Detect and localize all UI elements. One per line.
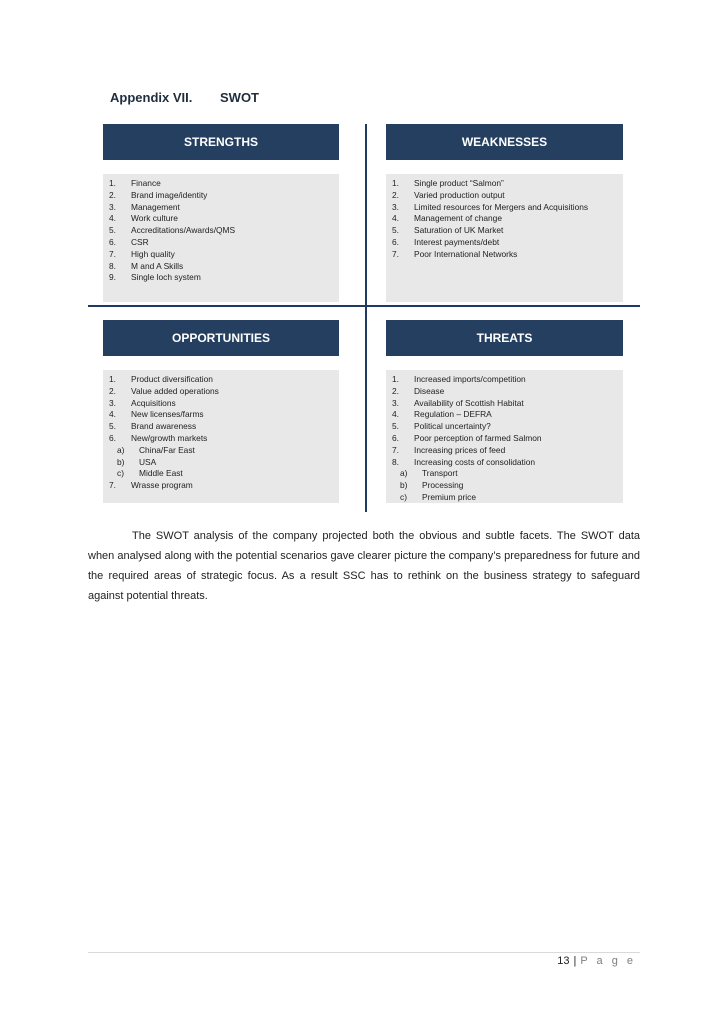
appendix-label: Appendix VII. — [110, 90, 193, 105]
list-item-number: 2. — [392, 385, 399, 396]
list-item-text: Regulation – DEFRA — [414, 409, 492, 420]
footer-divider — [88, 952, 640, 953]
list-item-number: 2. — [109, 385, 116, 396]
threats-list-item — [392, 386, 617, 398]
threats-header: THREATS — [386, 320, 623, 356]
list-item-text: M and A Skills — [131, 260, 184, 271]
threats-list-item — [392, 445, 617, 457]
swot-horizontal-divider — [88, 305, 640, 307]
weaknesses-list-item — [392, 178, 617, 190]
list-item-text: Saturation of UK Market — [414, 225, 504, 236]
list-item-number: 9. — [109, 272, 116, 283]
opportunities-list-item — [109, 457, 333, 469]
strengths-quadrant — [103, 124, 339, 302]
list-item-text: Management — [131, 201, 180, 212]
list-item-text: Increasing costs of consolidation — [414, 456, 536, 467]
strengths-list-item — [109, 213, 333, 225]
list-item-number: 4. — [392, 409, 399, 420]
list-item-number: 1. — [392, 178, 399, 188]
opportunities-list-item — [109, 374, 333, 386]
page-label: P a g e — [580, 955, 636, 967]
strengths-header: STRENGTHS — [103, 124, 339, 160]
list-item-number: c) — [117, 468, 124, 479]
list-item-number: 7. — [392, 444, 399, 455]
threats-list-item — [392, 374, 617, 386]
strengths-list-item — [109, 225, 333, 237]
weaknesses-list-item — [392, 213, 617, 225]
list-item-number: 3. — [392, 201, 399, 212]
opportunities-list-item — [109, 386, 333, 398]
list-item-number: c) — [400, 491, 407, 502]
threats-list-item — [392, 468, 617, 480]
list-item-text: Availability of Scottish Habitat — [414, 397, 524, 408]
list-item-text: CSR — [131, 236, 149, 247]
threats-list-item — [392, 409, 617, 421]
list-item-text: Poor International Networks — [414, 248, 518, 259]
opportunities-list-item — [109, 398, 333, 410]
footer-separator: | — [573, 955, 577, 967]
list-item-number: 3. — [109, 397, 116, 408]
threats-quadrant — [386, 320, 623, 503]
list-item-text: High quality — [131, 248, 175, 259]
weaknesses-list-item — [392, 225, 617, 237]
strengths-body — [103, 174, 339, 302]
list-item-number: 4. — [109, 409, 116, 420]
list-item-text: Disease — [414, 385, 445, 396]
weaknesses-list-item — [392, 202, 617, 214]
weaknesses-list-item — [392, 190, 617, 202]
opportunities-header: OPPORTUNITIES — [103, 320, 339, 356]
list-item-number: 1. — [392, 374, 399, 384]
list-item-text: Interest payments/debt — [414, 236, 500, 247]
list-item-number: 4. — [109, 213, 116, 224]
paragraph-text: The SWOT analysis of the company projected both the obvious and subtle facets. The SWOT data when analysed along with the potential scenarios gave clearer picture the company’s preparedness for future and the required areas of strategic focus. As a result SSC has to rethink on the business strategy to safeguard against potential threats. — [88, 530, 640, 602]
list-item-number: 1. — [109, 374, 116, 384]
strengths-list-item — [109, 249, 333, 261]
list-item-text: Product diversification — [131, 374, 213, 384]
list-item-text: Limited resources for Mergers and Acquisitions — [414, 201, 589, 212]
opportunities-list-item — [109, 433, 333, 445]
list-item-text: Political uncertainty? — [414, 421, 491, 432]
list-item-text: Middle East — [139, 468, 183, 479]
list-item-number: 6. — [392, 236, 399, 247]
list-item-text: Management of change — [414, 213, 502, 224]
list-item-text: Varied production output — [414, 189, 505, 200]
threats-list-item — [392, 398, 617, 410]
list-item-number: 6. — [392, 432, 399, 443]
opportunities-list-item — [109, 480, 333, 492]
list-item-text: Finance — [131, 178, 161, 188]
list-item-number: 6. — [109, 236, 116, 247]
strengths-list-item — [109, 237, 333, 249]
opportunities-list-item — [109, 445, 333, 457]
list-item-number: 2. — [392, 189, 399, 200]
list-item-text: USA — [139, 456, 157, 467]
list-item-number: 8. — [109, 260, 116, 271]
list-item-number: 7. — [109, 248, 116, 259]
weaknesses-list — [392, 178, 617, 261]
list-item-number: 5. — [392, 421, 399, 432]
list-item-number: 3. — [392, 397, 399, 408]
weaknesses-body — [386, 174, 623, 302]
threats-body — [386, 370, 623, 503]
threats-list-item — [392, 492, 617, 504]
list-item-text: Acquisitions — [131, 397, 176, 408]
list-item-text: Premium price — [422, 491, 476, 502]
strengths-list-item — [109, 202, 333, 214]
threats-list-item — [392, 480, 617, 492]
strengths-list-item — [109, 190, 333, 202]
list-item-text: Brand image/identity — [131, 189, 208, 200]
list-item-number: 5. — [109, 225, 116, 236]
threats-list — [392, 374, 617, 504]
list-item-text: Poor perception of farmed Salmon — [414, 432, 542, 443]
page-footer — [557, 955, 636, 967]
strengths-list-item — [109, 178, 333, 190]
strengths-list — [109, 178, 333, 284]
opportunities-list-item — [109, 421, 333, 433]
list-item-number: 5. — [109, 421, 116, 432]
list-item-text: China/Far East — [139, 444, 195, 455]
list-item-text: New licenses/farms — [131, 409, 204, 420]
threats-list-item — [392, 457, 617, 469]
threats-list-item — [392, 421, 617, 433]
weaknesses-list-item — [392, 249, 617, 261]
opportunities-list — [109, 374, 333, 492]
list-item-text: Increasing prices of feed — [414, 444, 506, 455]
opportunities-quadrant — [103, 320, 339, 503]
list-item-number: 1. — [109, 178, 116, 188]
list-item-number: 5. — [392, 225, 399, 236]
list-item-text: Transport — [422, 468, 458, 479]
swot-paragraph — [88, 526, 640, 606]
opportunities-list-item — [109, 409, 333, 421]
list-item-number: b) — [117, 456, 125, 467]
list-item-number: b) — [400, 480, 408, 491]
swot-vertical-divider — [365, 124, 367, 512]
weaknesses-quadrant — [386, 124, 623, 302]
list-item-text: Increased imports/competition — [414, 374, 526, 384]
list-item-number: 8. — [392, 456, 399, 467]
list-item-text: Processing — [422, 480, 464, 491]
list-item-number: 3. — [109, 201, 116, 212]
list-item-text: New/growth markets — [131, 432, 208, 443]
strengths-list-item — [109, 261, 333, 273]
list-item-text: Brand awareness — [131, 421, 197, 432]
list-item-number: a) — [117, 444, 125, 455]
weaknesses-list-item — [392, 237, 617, 249]
list-item-number: 7. — [392, 248, 399, 259]
list-item-number: 2. — [109, 189, 116, 200]
list-item-text: Accreditations/Awards/QMS — [131, 225, 236, 236]
list-item-text: Single product “Salmon” — [414, 178, 504, 188]
weaknesses-header: WEAKNESSES — [386, 124, 623, 160]
list-item-number: a) — [400, 468, 408, 479]
list-item-number: 6. — [109, 432, 116, 443]
opportunities-list-item — [109, 468, 333, 480]
page-number: 13 — [557, 955, 570, 967]
list-item-text: Single loch system — [131, 272, 201, 283]
list-item-number: 7. — [109, 480, 116, 491]
strengths-list-item — [109, 272, 333, 284]
threats-list-item — [392, 433, 617, 445]
opportunities-body — [103, 370, 339, 503]
list-item-text: Work culture — [131, 213, 178, 224]
appendix-heading — [110, 90, 259, 105]
appendix-title: SWOT — [220, 90, 259, 105]
list-item-text: Wrasse program — [131, 480, 193, 491]
list-item-text: Value added operations — [131, 385, 219, 396]
list-item-number: 4. — [392, 213, 399, 224]
